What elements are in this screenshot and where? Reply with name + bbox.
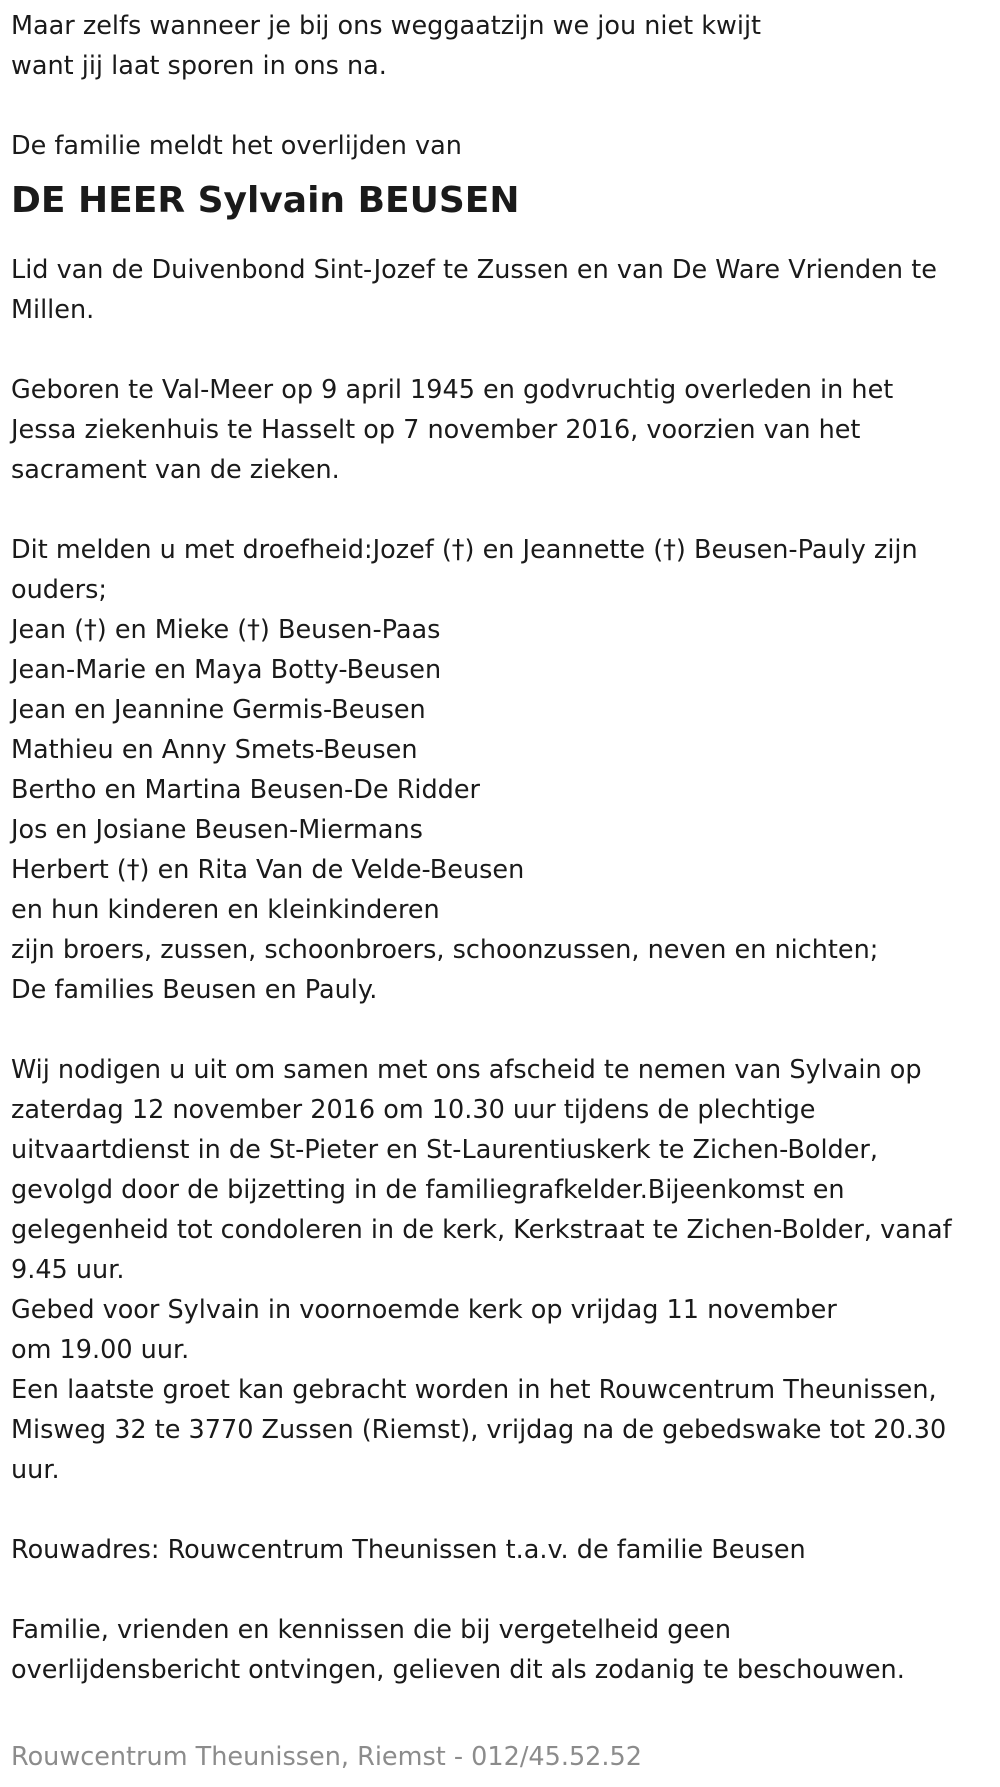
family-line: Jean (†) en Mieke (†) Beusen-Paas bbox=[11, 615, 441, 646]
birth-death-line: Jessa ziekenhuis te Hasselt op 7 november 2016, voorzien van het bbox=[11, 415, 861, 446]
family-line: De families Beusen en Pauly. bbox=[11, 975, 378, 1006]
family-line: Jean-Marie en Maya Botty-Beusen bbox=[11, 655, 442, 686]
service-line: gelegenheid tot condoleren in de kerk, Kerkstraat te Zichen-Bolder, vanaf bbox=[11, 1215, 952, 1246]
mourning-address: Rouwadres: Rouwcentrum Theunissen t.a.v. de familie Beusen bbox=[11, 1535, 806, 1566]
notice-line: Familie, vrienden en kennissen die bij vergetelheid geen bbox=[11, 1615, 731, 1646]
membership-line: Lid van de Duivenbond Sint-Jozef te Zussen en van De Ware Vrienden te bbox=[11, 255, 937, 286]
service-line: uitvaartdienst in de St-Pieter en St-Laurentiuskerk te Zichen-Bolder, bbox=[11, 1135, 879, 1166]
intro-line: want jij laat sporen in ons na. bbox=[11, 51, 387, 81]
membership-line: Millen. bbox=[11, 295, 95, 326]
family-line: Jean en Jeannine Germis-Beusen bbox=[11, 695, 426, 726]
birth-death-line: sacrament van de zieken. bbox=[11, 455, 340, 486]
notice-block bbox=[11, 1610, 1000, 1690]
membership-block bbox=[11, 250, 1000, 330]
family-line: en hun kinderen en kleinkinderen bbox=[11, 895, 440, 926]
service-line: Een laatste groet kan gebracht worden in het Rouwcentrum Theunissen, bbox=[11, 1375, 937, 1406]
family-line: Dit melden u met droefheid:Jozef (†) en Jeannette (†) Beusen-Pauly zijn bbox=[11, 535, 918, 566]
service-line: gevolgd door de bijzetting in de familiegrafkelder.Bijeenkomst en bbox=[11, 1175, 845, 1206]
service-line: om 19.00 uur. bbox=[11, 1335, 190, 1366]
service-line: uur. bbox=[11, 1455, 60, 1486]
intro-poem bbox=[11, 6, 1000, 86]
birth-death-line: Geboren te Val-Meer op 9 april 1945 en godvruchtig overleden in het bbox=[11, 375, 894, 406]
family-line: Bertho en Martina Beusen-De Ridder bbox=[11, 775, 481, 806]
intro-line: Maar zelfs wanneer je bij ons weggaatzijn we jou niet kwijt bbox=[11, 11, 762, 41]
family-line: Herbert (†) en Rita Van de Velde-Beusen bbox=[11, 855, 525, 886]
deceased-name: DE HEER Sylvain BEUSEN bbox=[11, 180, 520, 221]
notice-line: overlijdensbericht ontvingen, gelieven dit als zodanig te beschouwen. bbox=[11, 1655, 905, 1686]
family-line: Mathieu en Anny Smets-Beusen bbox=[11, 735, 418, 766]
birth-death-block bbox=[11, 370, 1000, 490]
service-line: Gebed voor Sylvain in voornoemde kerk op vrijdag 11 november bbox=[11, 1295, 837, 1326]
family-line: Jos en Josiane Beusen-Miermans bbox=[11, 815, 423, 846]
announcement-text: De familie meldt het overlijden van bbox=[11, 131, 462, 161]
footer-funeral-home: Rouwcentrum Theunissen, Riemst - 012/45.52.52 bbox=[11, 1742, 642, 1772]
family-line: ouders; bbox=[11, 575, 107, 606]
service-line: Misweg 32 te 3770 Zussen (Riemst), vrijdag na de gebedswake tot 20.30 bbox=[11, 1415, 947, 1446]
family-line: zijn broers, zussen, schoonbroers, schoonzussen, neven en nichten; bbox=[11, 935, 879, 966]
service-line: zaterdag 12 november 2016 om 10.30 uur tijdens de plechtige bbox=[11, 1095, 816, 1126]
service-block bbox=[11, 1050, 1000, 1490]
service-line: Wij nodigen u uit om samen met ons afscheid te nemen van Sylvain op bbox=[11, 1055, 922, 1086]
service-line: 9.45 uur. bbox=[11, 1255, 125, 1286]
family-block bbox=[11, 530, 1000, 1010]
